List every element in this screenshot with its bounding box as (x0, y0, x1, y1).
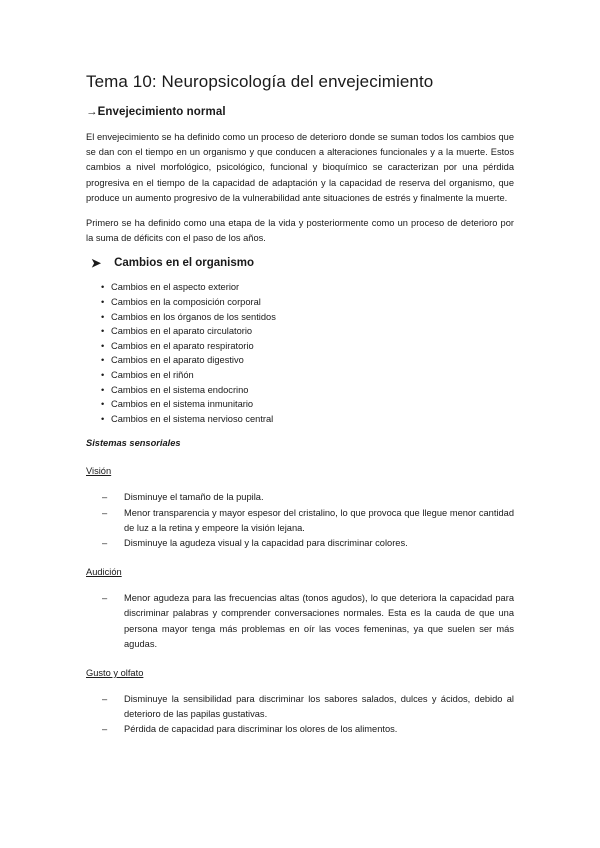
list-item: • Cambios en el aparato circulatorio (101, 324, 514, 339)
chevron-right-icon: ➤ (91, 256, 102, 271)
section-heading-envejecimiento (86, 106, 514, 118)
list-item: • Cambios en el sistema nervioso central (101, 412, 514, 427)
bullet-icon: • (101, 384, 105, 395)
subheading-gusto-olfato: Gusto y olfato (86, 667, 144, 678)
list-item: – Disminuye la agudeza visual y la capacidad para discriminar colores. (102, 536, 514, 551)
dash-icon: – (102, 537, 108, 548)
dash-icon: – (102, 693, 108, 704)
paragraph-etapa: Primero se ha definido como una etapa de la vida y posteriormente como un proceso de deterioro por la suma de déficits con el paso de los años. (86, 218, 514, 244)
list-item: • Cambios en el sistema endocrino (101, 383, 514, 398)
dash-icon: – (102, 593, 108, 604)
list-item: • Cambios en la composición corporal (101, 295, 514, 310)
document-page (86, 72, 514, 754)
paragraph-definition: El envejecimiento se ha definido como un proceso de deterioro donde se suman todos los cambios que se dan con el tiempo en un organismo y que conducen a alteraciones funcionales y a la muerte. Estos cambios a nivel morfológico, psicológico, funcional y bioquímico se caracterizan por una pérdida progresiva en el tiempo de la capacidad de adaptación y la capacidad de reserva del organismo, que produce un aumento progresivo de la vulnerabilidad ante situaciones de estrés y finalmente la muerte. (86, 132, 514, 203)
list-item: – Disminuye el tamaño de la pupila. (102, 490, 514, 505)
dash-icon: – (102, 507, 108, 518)
bullet-icon: • (101, 297, 105, 308)
list-item: • Cambios en el aparato digestivo (101, 353, 514, 368)
list-item: – Menor agudeza para las frecuencias altas (tonos agudos), lo que deteriora la capacidad para discriminar palabras y comprender conversaciones normales. Esta es la cauda de que una persona mayor tenga más problemas en oír las voces femeninas, ya que suelen ser más agudas. (102, 591, 514, 652)
list-item: • Cambios en el aparato respiratorio (101, 339, 514, 354)
right-arrow-icon: → (86, 106, 98, 118)
subheading-sistemas-sensoriales: Sistemas sensoriales (86, 438, 181, 449)
list-item: • Cambios en el riñón (101, 368, 514, 383)
vision-list (102, 490, 514, 551)
bullet-icon: • (101, 355, 105, 366)
bullet-icon: • (101, 311, 105, 322)
dash-icon: – (102, 724, 108, 735)
section-heading-cambios (91, 256, 514, 270)
list-item: – Pérdida de capacidad para discriminar los olores de los alimentos. (102, 722, 514, 737)
list-item: • Cambios en el aspecto exterior (101, 280, 514, 295)
dash-icon: – (102, 492, 108, 503)
section-heading-label: Cambios en el organismo (114, 257, 255, 270)
bullet-icon: • (101, 413, 105, 424)
bullet-icon: • (101, 399, 105, 410)
bullet-icon: • (101, 326, 105, 337)
bullet-icon: • (101, 369, 105, 380)
list-item: – Menor transparencia y mayor espesor del cristalino, lo que provoca que llegue menor cantidad de luz a la retina y empeore la visión lejana. (102, 506, 514, 536)
subheading-vision: Visión (86, 466, 112, 477)
cambios-list (101, 280, 514, 426)
page-title: Tema 10: Neuropsicología del envejecimiento (86, 72, 434, 91)
subheading-audicion: Audición (86, 567, 122, 578)
bullet-icon: • (101, 282, 105, 293)
bullet-icon: • (101, 340, 105, 351)
gusto-list (102, 692, 514, 738)
list-item: • Cambios en el sistema inmunitario (101, 397, 514, 412)
audicion-list (102, 591, 514, 652)
section-heading-label: Envejecimiento normal (97, 106, 226, 118)
list-item: • Cambios en los órganos de los sentidos (101, 310, 514, 325)
list-item: – Disminuye la sensibilidad para discriminar los sabores salados, dulces y ácidos, debido al deterioro de las papilas gustativas. (102, 692, 514, 722)
